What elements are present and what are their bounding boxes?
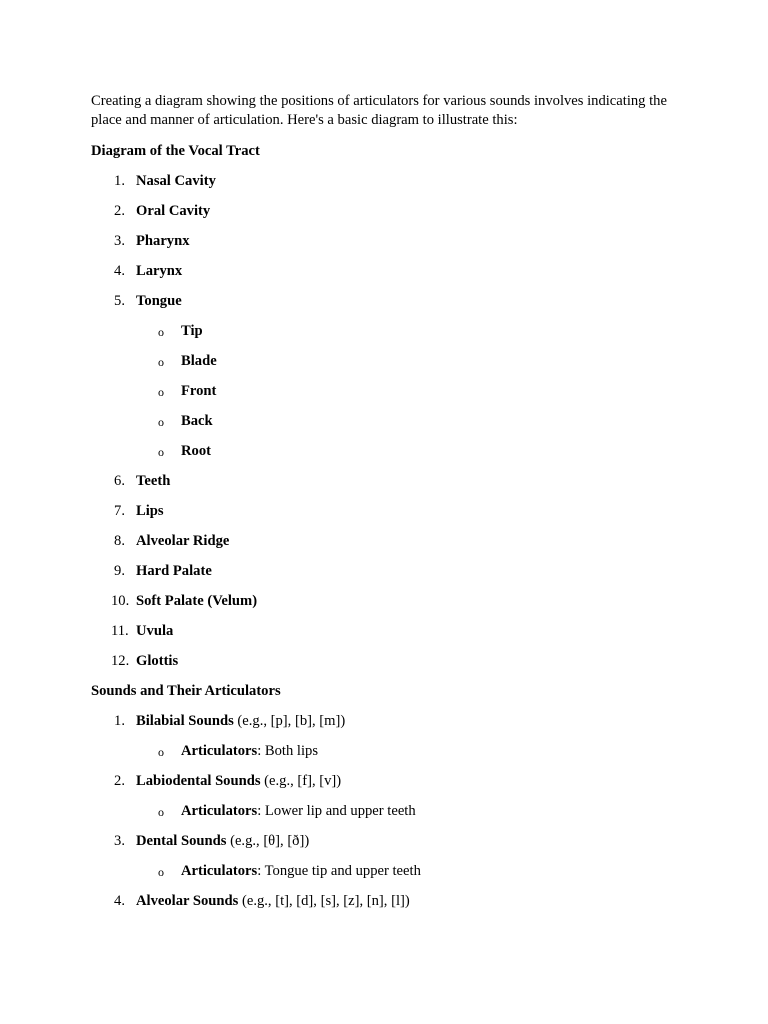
bullet-icon: o — [158, 805, 164, 819]
list-item: 12. Glottis — [111, 653, 179, 669]
bullet-icon: o — [158, 445, 164, 459]
vocal-tract-list-continued — [91, 471, 681, 671]
sub-list-item: o Front — [91, 381, 681, 401]
list-item: 8. Alveolar Ridge — [114, 533, 230, 549]
examples-text: (e.g., [f], [v]) — [260, 773, 342, 789]
list-item: 2. Labiodental Sounds (e.g., [f], [v]) — [114, 773, 342, 789]
examples-text: (e.g., [θ], [ð]) — [226, 833, 310, 849]
sub-list-item: o Root — [91, 441, 681, 461]
list-item-label: Alveolar Ridge — [136, 533, 230, 549]
list-item: 9. Hard Palate — [114, 563, 212, 579]
intro-paragraph: Creating a diagram showing the positions of articulators for various sounds involves indicating the place and manner of articulation. Here's a basic diagram to illustrate this: — [91, 93, 667, 128]
list-item: 3. Pharynx — [114, 233, 190, 249]
list-item: 4. Alveolar Sounds (e.g., [t], [d], [s], [z], [n], [l]) — [114, 893, 410, 909]
list-item: 4. Larynx — [114, 263, 183, 279]
list-item: 6. Teeth — [114, 473, 171, 489]
document-page — [91, 92, 681, 911]
section-heading-sounds: Sounds and Their Articulators — [91, 683, 281, 699]
tongue-sublist — [91, 321, 681, 461]
list-item: 5. Tongue — [114, 293, 182, 309]
list-item-label: Nasal Cavity — [136, 173, 216, 189]
bullet-icon: o — [158, 385, 164, 399]
sub-list-item: o Articulators: Tongue tip and upper teeth — [91, 861, 681, 881]
list-item-label: Oral Cavity — [136, 203, 211, 219]
bullet-icon: o — [158, 355, 164, 369]
list-item: 11. Uvula — [111, 623, 174, 639]
list-item: 10. Soft Palate (Velum) — [111, 593, 258, 609]
bullet-icon: o — [158, 325, 164, 339]
list-item-label: Teeth — [136, 473, 171, 489]
bullet-icon: o — [158, 415, 164, 429]
vocal-tract-list — [91, 171, 681, 311]
list-item-label: Labiodental Sounds — [136, 773, 261, 789]
list-item-label: Dental Sounds — [136, 833, 227, 849]
list-item: 1. Bilabial Sounds (e.g., [p], [b], [m]) — [114, 713, 346, 729]
sub-list-item: o Tip — [91, 321, 681, 341]
list-item-label: Uvula — [136, 623, 174, 639]
sub-list-item: o Articulators: Both lips — [91, 741, 681, 761]
list-item-label: Tongue — [136, 293, 182, 309]
list-item-label: Pharynx — [136, 233, 190, 249]
list-item: 3. Dental Sounds (e.g., [θ], [ð]) — [114, 833, 310, 849]
bullet-icon: o — [158, 865, 164, 879]
bullet-icon: o — [158, 745, 164, 759]
list-item-label: Glottis — [136, 653, 179, 669]
list-item: 1. Nasal Cavity — [114, 173, 216, 189]
sub-list-item: o Back — [91, 411, 681, 431]
list-item-label: Bilabial Sounds — [136, 713, 234, 729]
list-item-label: Alveolar Sounds — [136, 893, 239, 909]
sub-list-item: o Blade — [91, 351, 681, 371]
list-item: 2. Oral Cavity — [114, 203, 211, 219]
list-item-label: Hard Palate — [136, 563, 212, 579]
list-item-label: Lips — [136, 503, 164, 519]
examples-text: (e.g., [t], [d], [s], [z], [n], [l]) — [238, 893, 410, 909]
list-item-label: Larynx — [136, 263, 183, 279]
examples-text: (e.g., [p], [b], [m]) — [233, 713, 346, 729]
list-item-label: Soft Palate (Velum) — [136, 593, 258, 609]
sounds-list — [91, 711, 681, 731]
section-heading-vocal-tract: Diagram of the Vocal Tract — [91, 143, 260, 159]
list-item: 7. Lips — [114, 503, 164, 519]
sub-list-item: o Articulators: Lower lip and upper teeth — [91, 801, 681, 821]
